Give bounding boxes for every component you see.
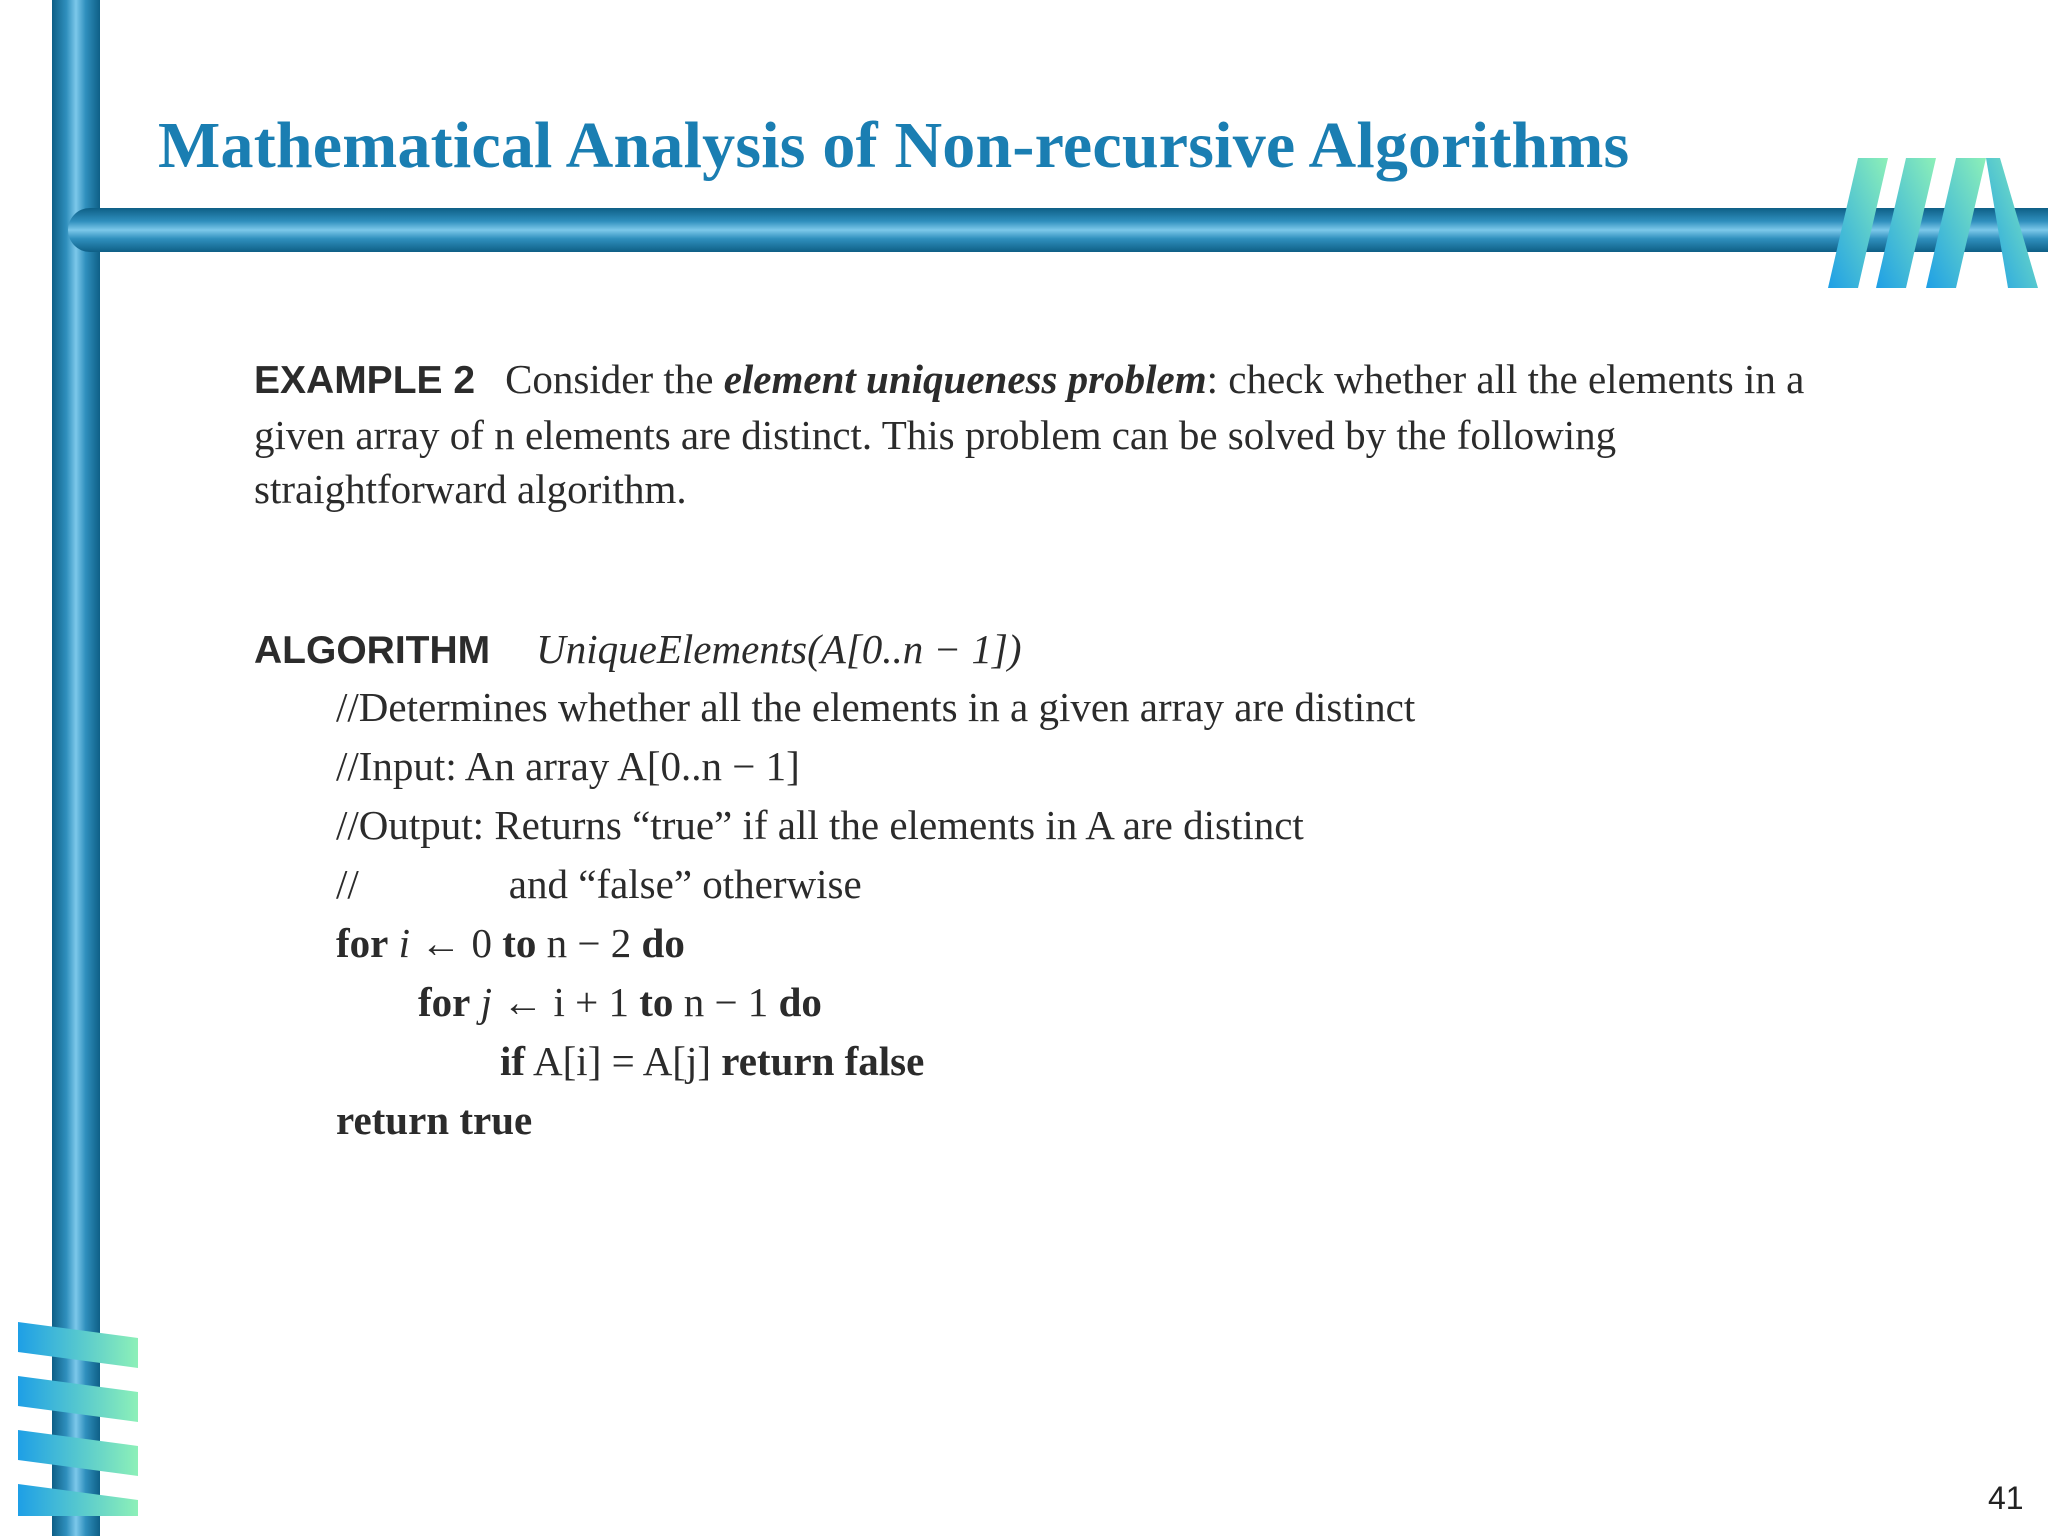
if-keyword: if <box>500 1038 526 1084</box>
return-false-statement: return false <box>721 1038 925 1084</box>
outer-loop-line <box>254 914 1415 973</box>
outer-to-keyword: to <box>502 920 537 966</box>
return-true-statement: return true <box>336 1097 533 1143</box>
inner-for-keyword: for <box>418 979 471 1025</box>
comment-4-slashes: // <box>336 861 359 907</box>
condition-expression: A[i] = A[j] <box>525 1038 722 1084</box>
inner-do-keyword: do <box>778 979 822 1025</box>
inner-loop-assign: ← i + 1 <box>492 979 640 1025</box>
algorithm-comment-2: //Input: An array A[0..n − 1] <box>336 743 800 789</box>
title-underline-bar <box>68 208 2048 252</box>
outer-loop-var: i <box>398 920 411 966</box>
algorithm-header <box>254 620 1415 678</box>
inner-to-keyword: to <box>639 979 674 1025</box>
inner-loop-var: j <box>480 979 493 1025</box>
algorithm-comment-1: //Determines whether all the elements in a given array are distinct <box>336 684 1416 730</box>
algorithm-signature: UniqueElements(A[0..n − 1]) <box>536 626 1022 672</box>
algorithm-comment-3: //Output: Returns “true” if all the elements in A are distinct <box>336 802 1304 848</box>
outer-do-keyword: do <box>641 920 685 966</box>
example-text-before: Consider the <box>505 356 724 402</box>
comment-4-text: and “false” otherwise <box>508 861 862 907</box>
stripes-logo-icon <box>14 1316 144 1516</box>
example-paragraph-block <box>254 352 1874 516</box>
example-emphasis: element uniqueness problem <box>723 356 1207 402</box>
slide-title: Mathematical Analysis of Non-recursive Algorithms <box>158 109 1630 182</box>
algorithm-comment-4 <box>254 855 1415 914</box>
condition-line <box>254 1032 1415 1091</box>
example-text-after: : check whether all the elements in a given array of n elements are distinct. This problem can be solved by the following straightforward algorithm. <box>254 356 1805 512</box>
algorithm-block <box>254 620 1415 1150</box>
mm-logo-icon <box>1828 158 2038 288</box>
example-label: EXAMPLE 2 <box>254 359 476 402</box>
outer-loop-assign: ← 0 <box>410 920 503 966</box>
example-paragraph <box>254 352 1874 516</box>
page-number: 41 <box>1988 1480 2024 1516</box>
inner-loop-line <box>254 973 1415 1032</box>
outer-for-keyword: for <box>336 920 389 966</box>
outer-loop-limit: n − 2 <box>536 920 642 966</box>
algorithm-keyword: ALGORITHM <box>254 629 491 672</box>
inner-loop-limit: n − 1 <box>673 979 779 1025</box>
